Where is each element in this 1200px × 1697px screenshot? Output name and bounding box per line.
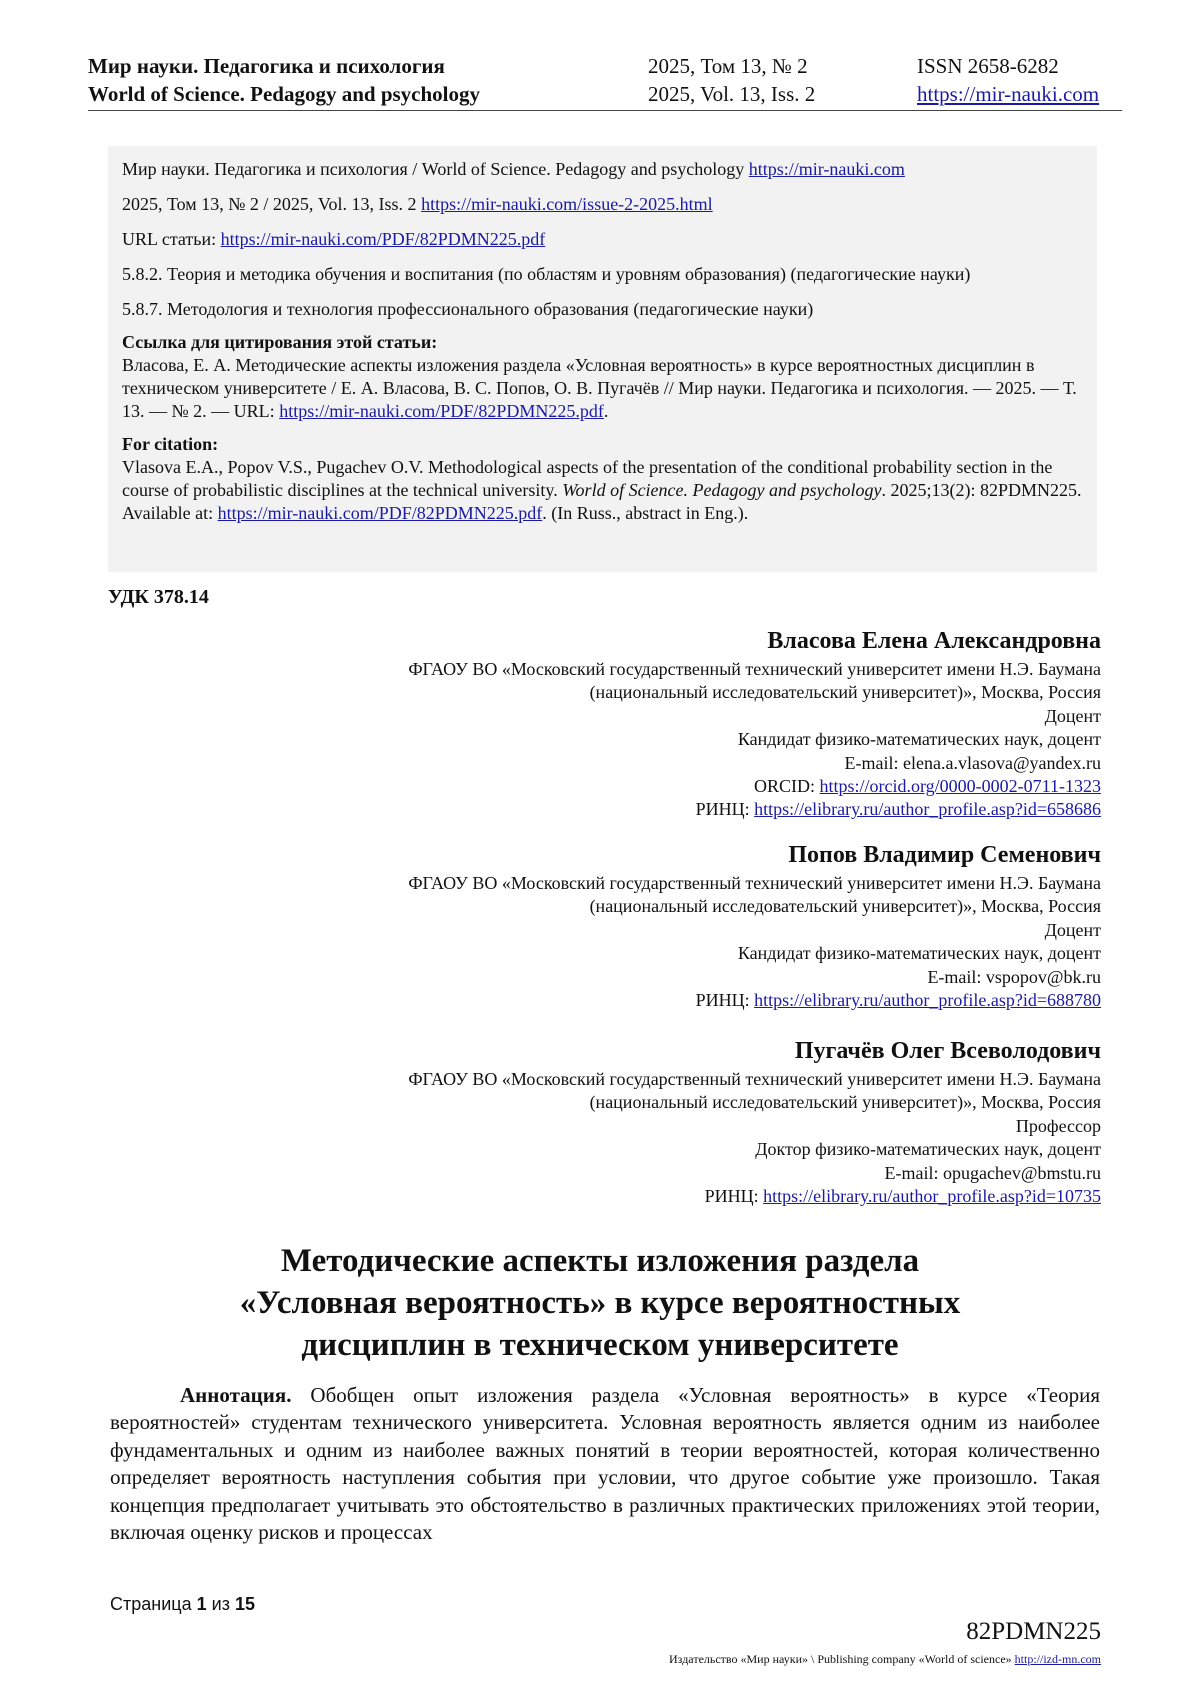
article-code: 82PDMN225 bbox=[966, 1618, 1101, 1645]
author-org: ФГАОУ ВО «Московский государственный технический университет имени Н.Э. Баумана bbox=[408, 873, 1101, 893]
author-position: Профессор bbox=[1015, 1115, 1101, 1136]
issn-info bbox=[917, 52, 1099, 108]
citation-ru: Власова, Е. А. Методические аспекты изложения раздела «Условная вероятность» в курсе вероятностных дисциплин в техническом университете / Е. А. Власова, В. С. Попов, О. В. Пугачёв // Мир науки. Педагогика и психология. — 2025. — Т. 13. — № 2. — URL: https://mir-nauki.com/PDF/82PDMN225.pdf. bbox=[122, 355, 1077, 421]
author-degree: Доктор физико-математических наук, доцент bbox=[755, 1139, 1101, 1160]
author-rinc: РИНЦ: https://elibrary.ru/author_profile.asp?id=10735 bbox=[704, 1186, 1101, 1207]
rinc-link[interactable]: https://elibrary.ru/author_profile.asp?id=688780 bbox=[754, 990, 1101, 1011]
author-block-3 bbox=[408, 1035, 1101, 1208]
publisher-link[interactable]: http://izd-mn.com bbox=[1014, 1652, 1101, 1666]
author-org: ФГАОУ ВО «Московский государственный технический университет имени Н.Э. Баумана bbox=[408, 659, 1101, 679]
author-email: E-mail: vspopov@bk.ru bbox=[927, 966, 1101, 987]
rinc-link[interactable]: https://elibrary.ru/author_profile.asp?id=658686 bbox=[754, 799, 1101, 820]
abstract-lead: Аннотация. bbox=[180, 1383, 292, 1407]
article-title: Методические аспекты изложения раздела «Условная вероятность» в курсе вероятностных дисциплин в техническом университете bbox=[239, 1243, 961, 1363]
author-rinc: РИНЦ: https://elibrary.ru/author_profile.asp?id=658686 bbox=[695, 799, 1101, 820]
udk-code: УДК 378.14 bbox=[108, 586, 209, 608]
issue-ru: 2025, Том 13, № 2 bbox=[648, 54, 808, 78]
abstract-text: Обобщен опыт изложения раздела «Условная вероятность» в курсе «Теория вероятностей» студентам технического университета. Условная вероятность является одним из наиболее фундаментальных и одним из наиболее важных понятий в теории вероятностей, которая количественно определяет вероятность наступления события при условии, что другое событие уже произошло. Такая концепция предполагает учитывать это обстоятельство в различных практических приложениях этой теории, включая оценку рисков и процессах bbox=[110, 1383, 1100, 1545]
author-rinc: РИНЦ: https://elibrary.ru/author_profile.asp?id=688780 bbox=[695, 990, 1101, 1011]
journal-title-en: World of Science. Pedagogy and psychology bbox=[88, 82, 481, 106]
rinc-link[interactable]: https://elibrary.ru/author_profile.asp?id=10735 bbox=[763, 1186, 1101, 1207]
author-position: Доцент bbox=[1044, 705, 1101, 726]
author-email: E-mail: elena.a.vlasova@yandex.ru bbox=[844, 752, 1101, 773]
author-org-cont: (национальный исследовательский университет)», Москва, Россия bbox=[589, 682, 1101, 703]
abstract bbox=[110, 1382, 1100, 1546]
infobox-journal-line: Мир науки. Педагогика и психология / World of Science. Pedagogy and psychology https://mir-nauki.com bbox=[122, 159, 905, 179]
author-degree: Кандидат физико-математических наук, доцент bbox=[737, 729, 1101, 750]
page-counter: Страница 1 из 15 bbox=[110, 1594, 255, 1614]
infobox-journal-link[interactable]: https://mir-nauki.com bbox=[748, 159, 905, 179]
author-block-2 bbox=[408, 839, 1101, 1012]
article-url-link[interactable]: https://mir-nauki.com/PDF/82PDMN225.pdf bbox=[220, 229, 546, 249]
author-name: Власова Елена Александровна bbox=[767, 628, 1101, 654]
author-org-cont: (национальный исследовательский университет)», Москва, Россия bbox=[589, 896, 1101, 917]
author-name: Пугачёв Олег Всеволодович bbox=[794, 1038, 1101, 1064]
journal-title bbox=[88, 52, 480, 108]
issue-info bbox=[648, 52, 815, 108]
author-orcid: ORCID: https://orcid.org/0000-0002-0711-1323 bbox=[754, 776, 1101, 797]
running-header bbox=[88, 52, 1122, 111]
author-org: ФГАОУ ВО «Московский государственный технический университет имени Н.Э. Баумана bbox=[408, 1069, 1101, 1089]
author-email: E-mail: opugachev@bmstu.ru bbox=[884, 1162, 1101, 1183]
author-degree: Кандидат физико-математических наук, доцент bbox=[737, 943, 1101, 964]
orcid-link[interactable]: https://orcid.org/0000-0002-0711-1323 bbox=[819, 776, 1101, 797]
infobox-issue-link[interactable]: https://mir-nauki.com/issue-2-2025.html bbox=[421, 194, 713, 214]
citation-en: Vlasova E.A., Popov V.S., Pugachev O.V. Methodological aspects of the presentation of the conditional probability section in the course of probabilistic disciplines at the technical university. World of Science. Pedagogy and psychology. 2025;13(2): 82PDMN225. Available at: https://mir-nauki.com/PDF/82PDMN225.pdf. (In Russ., abstract in Eng.). bbox=[122, 457, 1082, 523]
infobox-issue-line: 2025, Том 13, № 2 / 2025, Vol. 13, Iss. 2 https://mir-nauki.com/issue-2-2025.html bbox=[122, 194, 713, 214]
author-org-cont: (национальный исследовательский университет)», Москва, Россия bbox=[589, 1092, 1101, 1113]
issue-en: 2025, Vol. 13, Iss. 2 bbox=[648, 82, 816, 106]
author-block-1 bbox=[408, 625, 1101, 822]
specialty-2: 5.8.7. Методология и технология профессионального образования (педагогические науки) bbox=[122, 299, 814, 319]
citation-infobox bbox=[108, 146, 1097, 572]
issn: ISSN 2658-6282 bbox=[917, 54, 1059, 78]
infobox-url-line: URL статьи: https://mir-nauki.com/PDF/82PDMN225.pdf bbox=[122, 229, 546, 249]
journal-site-link[interactable]: https://mir-nauki.com bbox=[917, 82, 1100, 106]
publisher-line: Издательство «Мир науки» \ Publishing company «World of science» http://izd-mn.com bbox=[669, 1652, 1101, 1666]
citation-ru-link[interactable]: https://mir-nauki.com/PDF/82PDMN225.pdf bbox=[279, 401, 604, 421]
author-position: Доцент bbox=[1044, 919, 1101, 940]
journal-title-ru: Мир науки. Педагогика и психология bbox=[88, 54, 445, 78]
citation-ru-heading: Ссылка для цитирования этой статьи: bbox=[122, 332, 438, 352]
citation-en-heading: For citation: bbox=[122, 434, 219, 454]
citation-en-link[interactable]: https://mir-nauki.com/PDF/82PDMN225.pdf bbox=[217, 503, 543, 523]
specialty-1: 5.8.2. Теория и методика обучения и воспитания (по областям и уровням образования) (педагогические науки) bbox=[122, 264, 971, 284]
author-name: Попов Владимир Семенович bbox=[788, 842, 1101, 868]
